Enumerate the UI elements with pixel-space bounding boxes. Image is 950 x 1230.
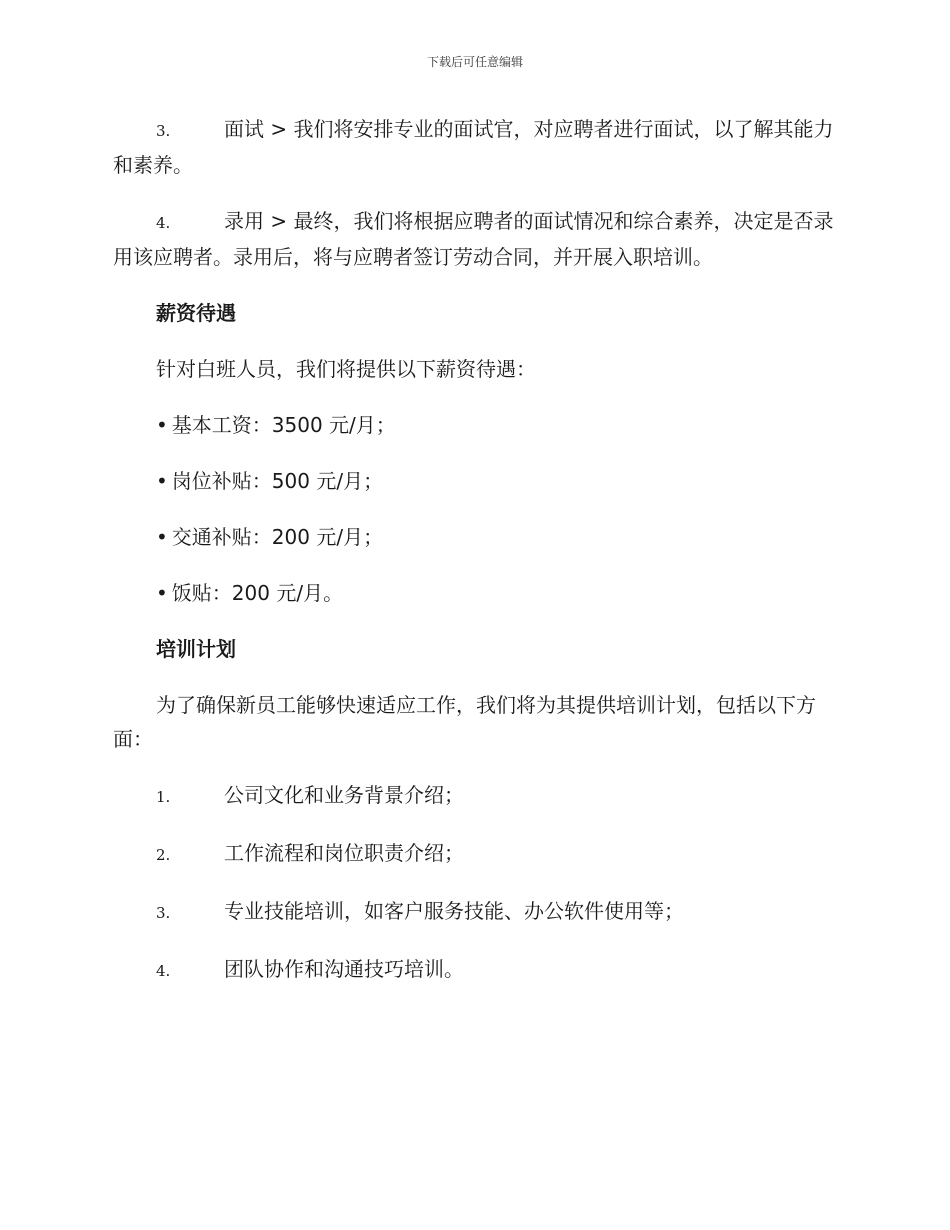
bullet-icon: • [156,469,168,493]
bullet-icon: • [156,413,168,437]
training-item-number: 3. [156,904,171,922]
salary-item [113,408,837,442]
salary-item-text: 岗位补贴：500 元/月； [171,469,384,493]
training-item-number: 1. [156,788,171,806]
salary-intro: 针对白班人员，我们将提供以下薪资待遇： [156,357,536,381]
training-item [113,952,837,988]
bullet-icon: • [156,525,168,549]
salary-item [113,464,837,498]
training-item-text: 工作流程和岗位职责介绍； [224,841,464,865]
recruit-step [113,112,837,182]
document-body [113,112,837,1010]
section-heading-salary: 薪资待遇 [156,301,236,325]
bullet-icon: • [156,581,168,605]
salary-item [113,576,837,610]
header-note: 下载后可任意编辑 [426,55,523,69]
training-item [113,894,837,930]
salary-item-text: 饭贴：200 元/月。 [171,581,344,605]
training-item-number: 2. [156,846,171,864]
training-item [113,778,837,814]
step-text: 面试 > 我们将安排专业的面试官，对应聘者进行面试，以了解其能力和素养。 [113,117,834,177]
recruit-step [113,204,837,274]
training-item-number: 4. [156,962,171,980]
salary-item [113,520,837,554]
salary-item-text: 基本工资：3500 元/月； [171,413,396,437]
step-number: 3. [156,122,171,140]
step-number: 4. [156,214,171,232]
salary-item-text: 交通补贴：200 元/月； [171,525,384,549]
training-item-text: 公司文化和业务背景介绍； [224,783,464,807]
training-intro: 为了确保新员工能够快速适应工作，我们将为其提供培训计划，包括以下方面： [113,693,816,751]
step-text: 录用 > 最终，我们将根据应聘者的面试情况和综合素养，决定是否录用该应聘者。录用后，将与应聘者签订劳动合同，并开展入职培训。 [113,209,834,269]
training-item-text: 专业技能培训，如客户服务技能、办公软件使用等； [224,899,684,923]
training-item [113,836,837,872]
section-heading-training: 培训计划 [156,637,236,661]
training-item-text: 团队协作和沟通技巧培训。 [224,957,464,981]
